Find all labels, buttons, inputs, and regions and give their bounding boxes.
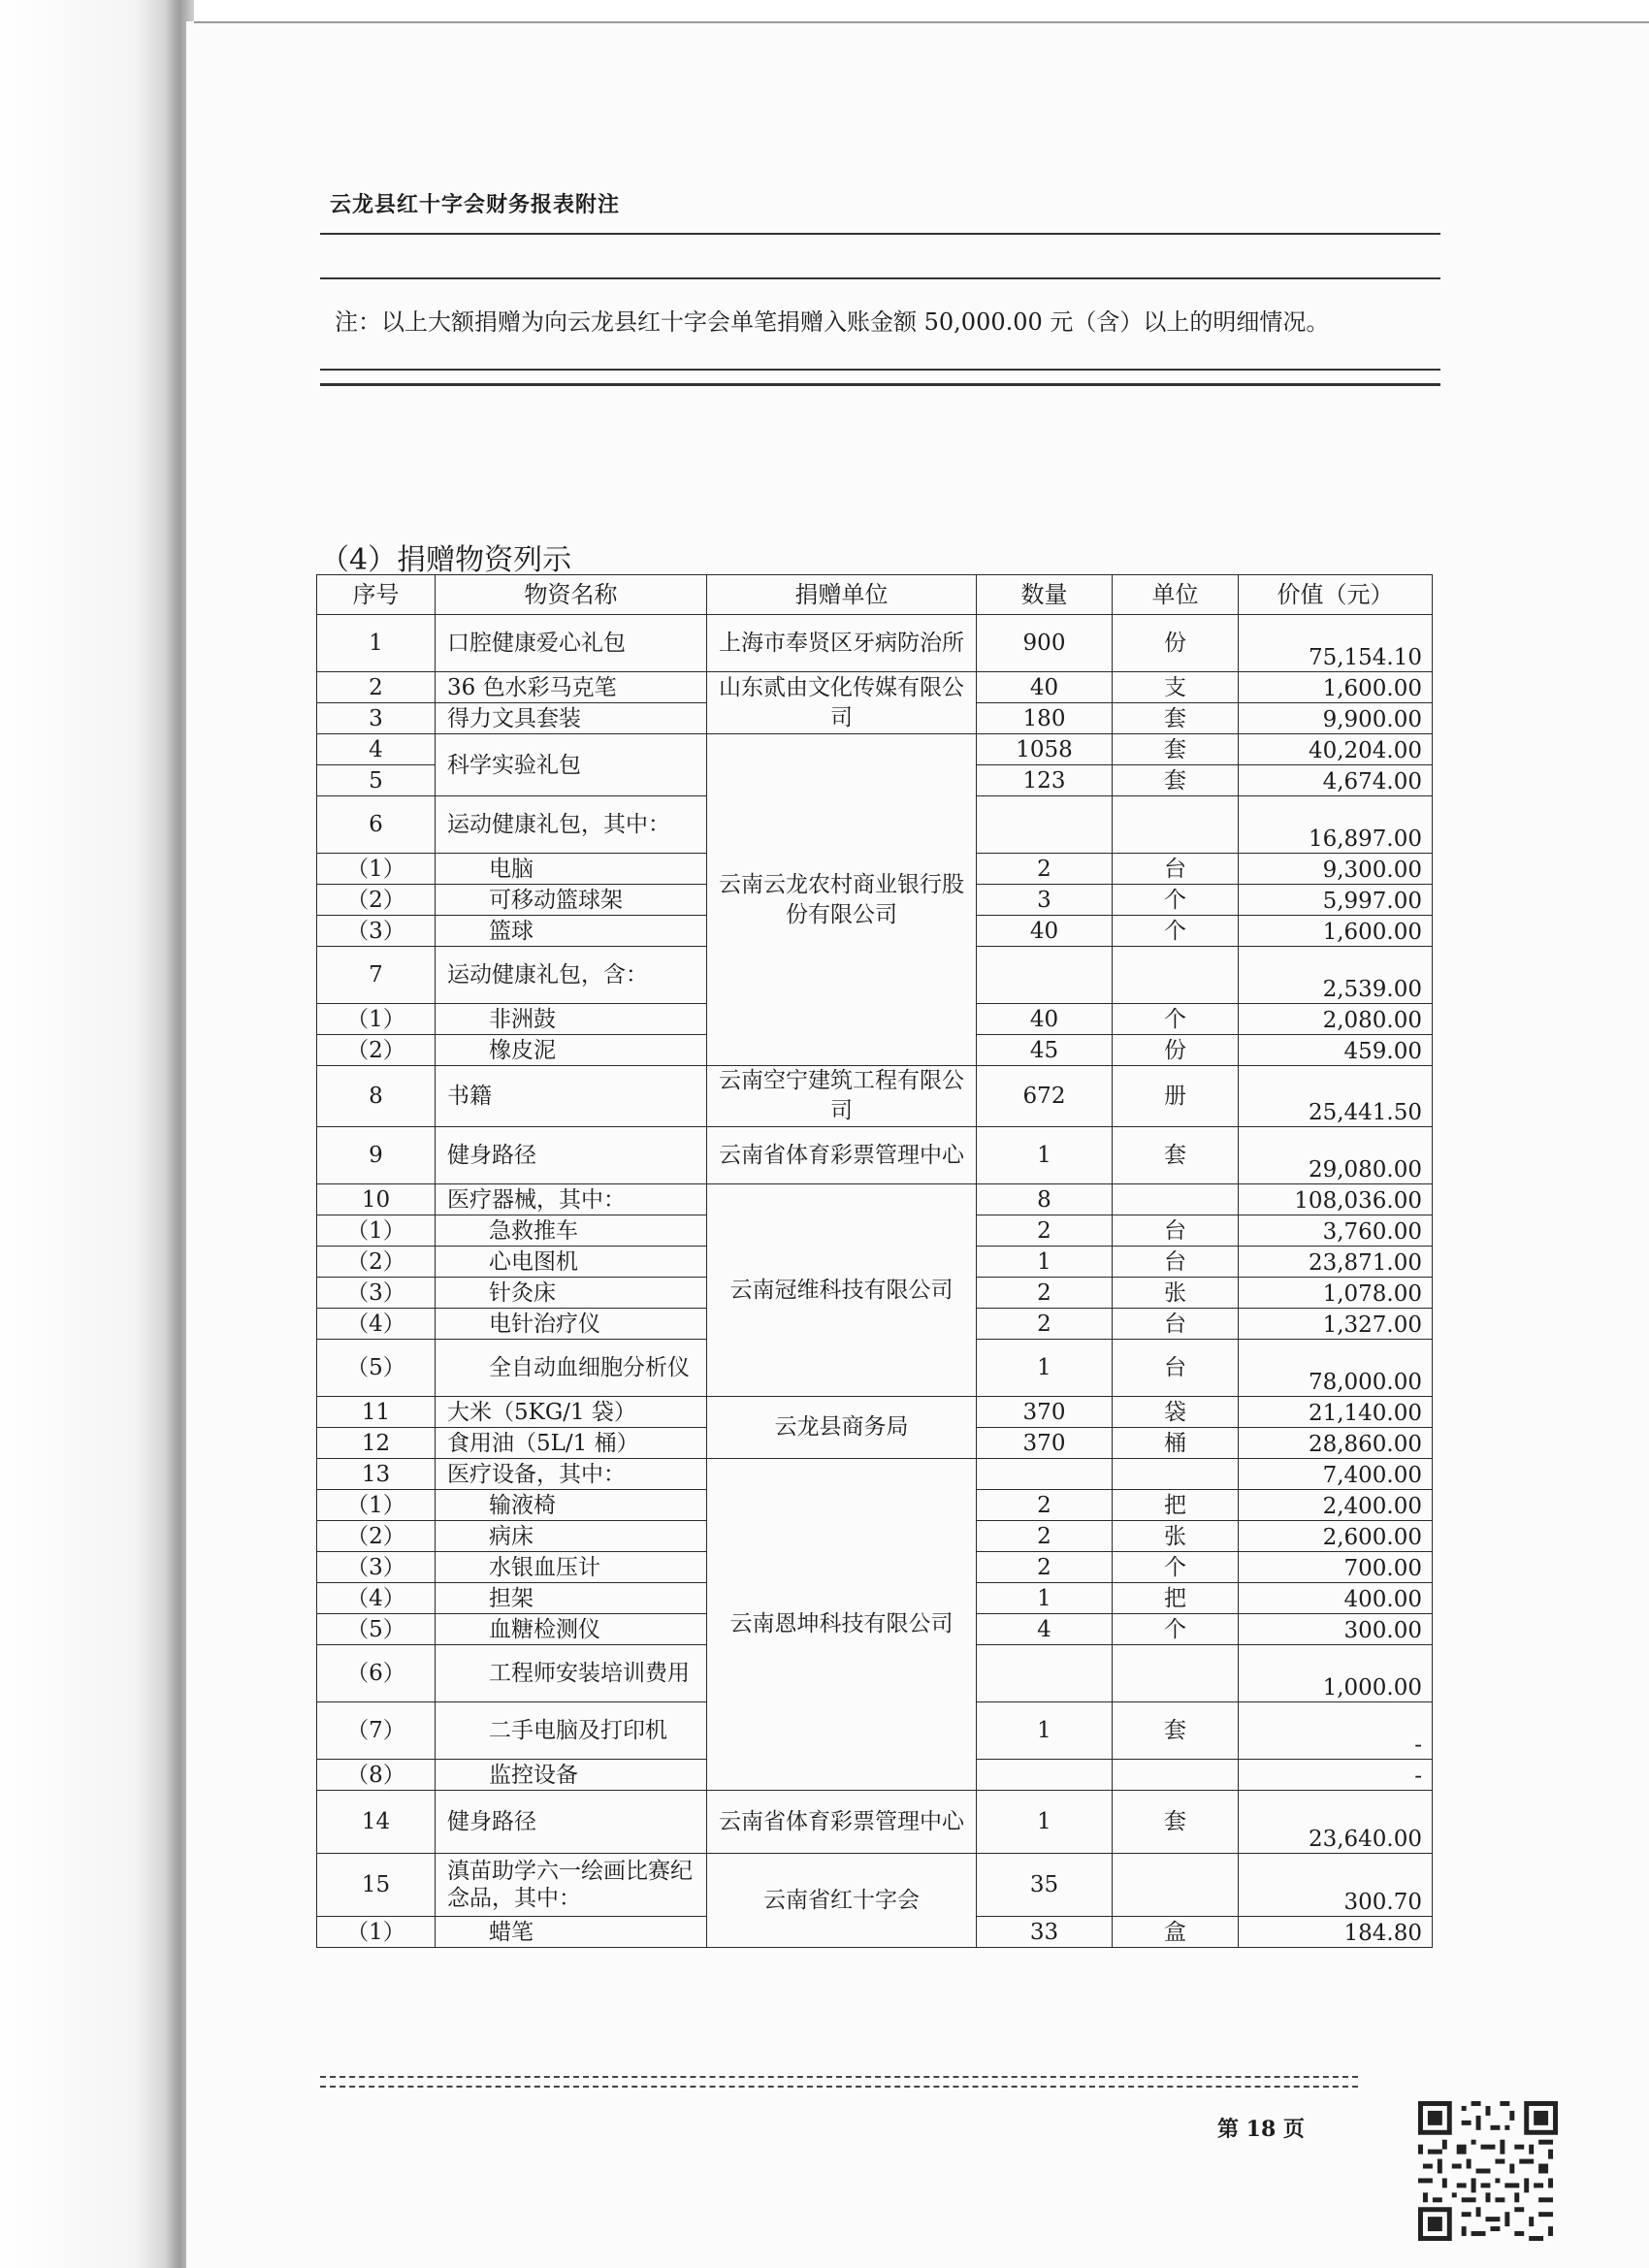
row-donor: 云南云龙农村商业银行股份有限公司 [707,734,977,1066]
row-unit [1113,947,1239,1004]
row-value: 7,400.00 [1239,1459,1433,1490]
row-qty: 2 [977,1309,1113,1340]
row-unit: 套 [1113,1791,1239,1854]
row-value: 2,080.00 [1239,1004,1433,1035]
row-item-name: 急救推车 [436,1215,707,1247]
row-item-name: 科学实验礼包 [436,734,707,796]
row-value: 21,140.00 [1239,1397,1433,1428]
row-seq: 1 [317,615,436,672]
row-unit: 套 [1113,1127,1239,1184]
row-qty: 1 [977,1247,1113,1278]
row-seq: （5） [317,1340,436,1397]
row-item-name: 监控设备 [436,1760,707,1791]
note-rule-bottom-1 [320,369,1440,371]
row-item-name: 输液椅 [436,1490,707,1521]
header-qty: 数量 [977,575,1113,615]
row-unit: 桶 [1113,1428,1239,1459]
table-row [317,1854,1433,1917]
row-seq: （4） [317,1309,436,1340]
row-seq: （3） [317,916,436,947]
row-value: 1,000.00 [1239,1645,1433,1702]
row-qty: 1 [977,1791,1113,1854]
row-unit [1113,1459,1239,1490]
row-item-name: 担架 [436,1583,707,1614]
row-seq: 11 [317,1397,436,1428]
row-seq: （1） [317,1004,436,1035]
note-rule-top [320,277,1440,279]
row-item-name: 医疗器械，其中： [436,1184,707,1215]
row-donor: 云南空宁建筑工程有限公司 [707,1066,977,1127]
row-seq: （1） [317,1917,436,1948]
row-qty: 1 [977,1702,1113,1760]
row-qty [977,947,1113,1004]
row-item-name: 得力文具套装 [436,703,707,734]
header-seq: 序号 [317,575,436,615]
row-qty [977,1645,1113,1702]
row-item-name: 大米（5KG/1 袋） [436,1397,707,1428]
row-unit: 袋 [1113,1397,1239,1428]
row-value: 16,897.00 [1239,796,1433,854]
table-row [317,1184,1433,1215]
document-header: 云龙县红十字会财务报表附注 [330,192,621,217]
row-unit: 个 [1113,916,1239,947]
row-item-name: 健身路径 [436,1791,707,1854]
row-unit [1113,1645,1239,1702]
row-unit: 套 [1113,1702,1239,1760]
table-row [317,734,1433,765]
table-header-row [317,575,1433,615]
row-qty [977,1459,1113,1490]
qr-code-icon [1418,2101,1558,2241]
row-seq: （5） [317,1614,436,1645]
row-item-name: 滇苗助学六一绘画比赛纪念品，其中： [436,1854,707,1917]
row-value: 108,036.00 [1239,1184,1433,1215]
table-row [317,1127,1433,1184]
row-qty: 1058 [977,734,1113,765]
row-unit: 份 [1113,615,1239,672]
row-qty [977,1760,1113,1791]
row-value: 5,997.00 [1239,885,1433,916]
row-value: 300.70 [1239,1854,1433,1917]
note-rule-bottom-2 [320,383,1440,386]
row-seq: 10 [317,1184,436,1215]
row-qty: 1 [977,1583,1113,1614]
row-seq: 2 [317,672,436,703]
header-unit: 单位 [1113,575,1239,615]
table-header [317,575,1433,615]
row-qty: 35 [977,1854,1113,1917]
row-unit: 个 [1113,1614,1239,1645]
row-qty: 4 [977,1614,1113,1645]
row-value: 29,080.00 [1239,1127,1433,1184]
row-item-name: 书籍 [436,1066,707,1127]
row-seq: 4 [317,734,436,765]
row-seq: （3） [317,1552,436,1583]
row-seq: 8 [317,1066,436,1127]
section-title: （4）捐赠物资列示 [320,543,572,577]
row-unit: 台 [1113,854,1239,885]
footer-rule-1 [320,2076,1358,2078]
row-item-name: 全自动血细胞分析仪 [436,1340,707,1397]
table-row [317,672,1433,703]
row-unit: 套 [1113,734,1239,765]
row-qty: 2 [977,1490,1113,1521]
row-value: 23,871.00 [1239,1247,1433,1278]
row-item-name: 非洲鼓 [436,1004,707,1035]
row-qty: 45 [977,1035,1113,1066]
row-item-name: 医疗设备，其中： [436,1459,707,1490]
row-unit: 把 [1113,1583,1239,1614]
table-row [317,1459,1433,1490]
row-value: 700.00 [1239,1552,1433,1583]
row-item-name: 运动健康礼包，含： [436,947,707,1004]
row-unit: 台 [1113,1215,1239,1247]
row-value: 1,327.00 [1239,1309,1433,1340]
row-value: - [1239,1702,1433,1760]
row-seq: （2） [317,885,436,916]
row-value: 23,640.00 [1239,1791,1433,1854]
row-seq: （2） [317,1521,436,1552]
row-value: 1,600.00 [1239,916,1433,947]
row-unit: 台 [1113,1247,1239,1278]
row-value: 184.80 [1239,1917,1433,1948]
row-item-name: 水银血压计 [436,1552,707,1583]
scan-shadow [0,0,194,2268]
row-unit: 把 [1113,1490,1239,1521]
row-seq: （1） [317,1490,436,1521]
row-value: 2,400.00 [1239,1490,1433,1521]
row-qty: 2 [977,1215,1113,1247]
row-unit: 台 [1113,1309,1239,1340]
row-seq: （2） [317,1247,436,1278]
row-donor: 云南冠维科技有限公司 [707,1184,977,1397]
header-value: 价值（元） [1239,575,1433,615]
donated-materials-table-wrap [316,574,1433,1948]
donation-note: 注：以上大额捐赠为向云龙县红十字会单笔捐赠入账金额 50,000.00 元（含）以上的明细情况。 [335,308,1330,336]
table-row [317,1397,1433,1428]
row-item-name: 病床 [436,1521,707,1552]
row-item-name: 工程师安装培训费用 [436,1645,707,1702]
row-value: 400.00 [1239,1583,1433,1614]
table-row [317,1066,1433,1127]
row-item-name: 心电图机 [436,1247,707,1278]
row-value: 1,078.00 [1239,1278,1433,1309]
row-seq: 6 [317,796,436,854]
row-item-name: 篮球 [436,916,707,947]
row-unit: 个 [1113,1004,1239,1035]
row-value: 300.00 [1239,1614,1433,1645]
row-seq: 9 [317,1127,436,1184]
row-item-name: 针灸床 [436,1278,707,1309]
row-seq: 7 [317,947,436,1004]
row-qty: 1 [977,1340,1113,1397]
row-qty [977,796,1113,854]
row-qty: 2 [977,1521,1113,1552]
row-qty: 370 [977,1397,1113,1428]
row-unit: 套 [1113,703,1239,734]
row-value: 78,000.00 [1239,1340,1433,1397]
row-unit: 个 [1113,885,1239,916]
row-value: 3,760.00 [1239,1215,1433,1247]
row-item-name: 电针治疗仪 [436,1309,707,1340]
row-donor: 云南恩坤科技有限公司 [707,1459,977,1791]
row-qty: 123 [977,765,1113,796]
table-row [317,615,1433,672]
row-qty: 8 [977,1184,1113,1215]
row-unit: 支 [1113,672,1239,703]
row-value: 40,204.00 [1239,734,1433,765]
header-donor: 捐赠单位 [707,575,977,615]
row-donor: 上海市奉贤区牙病防治所 [707,615,977,672]
row-item-name: 橡皮泥 [436,1035,707,1066]
row-unit [1113,1184,1239,1215]
row-donor: 云龙县商务局 [707,1397,977,1459]
row-value: 1,600.00 [1239,672,1433,703]
row-unit: 册 [1113,1066,1239,1127]
row-unit: 套 [1113,765,1239,796]
row-unit: 盒 [1113,1917,1239,1948]
row-item-name: 血糖检测仪 [436,1614,707,1645]
row-unit: 份 [1113,1035,1239,1066]
row-value: 9,900.00 [1239,703,1433,734]
donated-materials-table [316,574,1433,1948]
row-unit: 台 [1113,1340,1239,1397]
row-value: 28,860.00 [1239,1428,1433,1459]
row-unit: 个 [1113,1552,1239,1583]
row-seq: 13 [317,1459,436,1490]
row-value: 459.00 [1239,1035,1433,1066]
row-seq: （1） [317,1215,436,1247]
row-item-name: 食用油（5L/1 桶） [436,1428,707,1459]
row-seq: 12 [317,1428,436,1459]
row-item-name: 运动健康礼包，其中： [436,796,707,854]
header-name: 物资名称 [436,575,707,615]
row-donor: 山东贰由文化传媒有限公司 [707,672,977,734]
row-item-name: 口腔健康爱心礼包 [436,615,707,672]
row-seq: 3 [317,703,436,734]
row-qty: 370 [977,1428,1113,1459]
row-unit: 张 [1113,1278,1239,1309]
row-value: 2,539.00 [1239,947,1433,1004]
row-value: - [1239,1760,1433,1791]
row-qty: 2 [977,1278,1113,1309]
page-number: 第 18 页 [1217,2117,1305,2142]
row-seq: （2） [317,1035,436,1066]
row-qty: 2 [977,1552,1113,1583]
row-unit [1113,1760,1239,1791]
row-value: 9,300.00 [1239,854,1433,885]
row-item-name: 36 色水彩马克笔 [436,672,707,703]
row-qty: 180 [977,703,1113,734]
row-seq: （8） [317,1760,436,1791]
row-value: 25,441.50 [1239,1066,1433,1127]
row-seq: （4） [317,1583,436,1614]
row-item-name: 二手电脑及打印机 [436,1702,707,1760]
row-qty: 40 [977,916,1113,947]
table-row [317,1791,1433,1854]
row-donor: 云南省体育彩票管理中心 [707,1791,977,1854]
row-value: 75,154.10 [1239,615,1433,672]
header-rule [320,233,1440,235]
row-value: 4,674.00 [1239,765,1433,796]
row-item-name: 可移动篮球架 [436,885,707,916]
row-qty: 33 [977,1917,1113,1948]
row-qty: 2 [977,854,1113,885]
row-qty: 3 [977,885,1113,916]
paper-top-edge [194,21,1649,23]
row-qty: 1 [977,1127,1113,1184]
row-qty: 672 [977,1066,1113,1127]
row-seq: 5 [317,765,436,796]
row-unit [1113,1854,1239,1917]
row-seq: （7） [317,1702,436,1760]
row-item-name: 电脑 [436,854,707,885]
row-item-name: 健身路径 [436,1127,707,1184]
row-item-name: 蜡笔 [436,1917,707,1948]
row-donor: 云南省红十字会 [707,1854,977,1948]
row-donor: 云南省体育彩票管理中心 [707,1127,977,1184]
row-unit: 张 [1113,1521,1239,1552]
footer-rule-2 [320,2086,1358,2088]
table-body [317,615,1433,1948]
row-seq: 14 [317,1791,436,1854]
row-qty: 900 [977,615,1113,672]
row-seq: （6） [317,1645,436,1702]
row-unit [1113,796,1239,854]
row-qty: 40 [977,672,1113,703]
row-seq: （1） [317,854,436,885]
row-value: 2,600.00 [1239,1521,1433,1552]
row-seq: 15 [317,1854,436,1917]
row-seq: （3） [317,1278,436,1309]
row-qty: 40 [977,1004,1113,1035]
